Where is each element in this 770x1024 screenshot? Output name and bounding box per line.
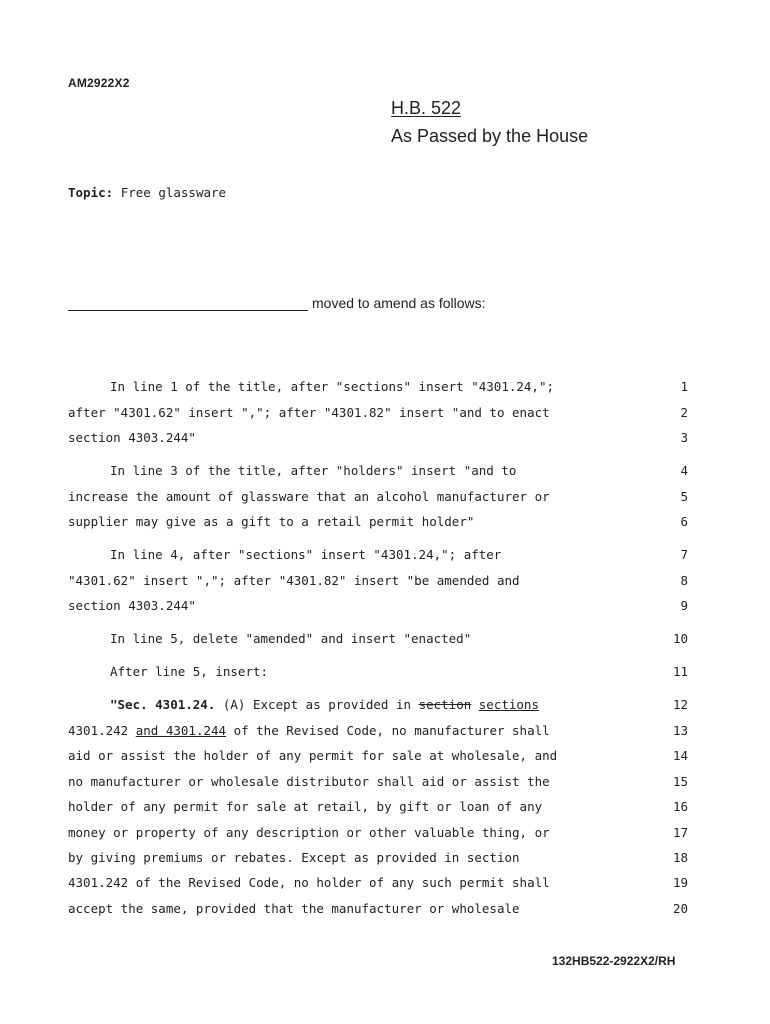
line-text: no manufacturer or wholesale distributor shall aid or assist the [68,774,550,789]
line-number: 6 [680,514,688,529]
line-text: In line 4, after "sections" insert "4301.24,"; after [110,547,502,562]
line-number: 1 [680,379,688,394]
line-text-segment: of the Revised Code, no manufacturer shall [226,723,550,738]
line-text: accept the same, provided that the manufacturer or wholesale [68,901,520,916]
line-text-segment: 4301.242 [68,723,136,738]
line-text: In line 5, delete "amended" and insert "enacted" [110,631,472,646]
topic-value: Free glassware [120,185,227,200]
line-number: 11 [672,664,688,679]
line-text: by giving premiums or rebates. Except as provided in section [68,850,520,865]
line-number: 2 [680,405,688,420]
line-text: supplier may give as a gift to a retail permit holder" [68,514,475,529]
topic-label: Topic: [68,185,114,200]
line-text [110,697,539,713]
line-text: holder of any permit for sale at retail, by gift or loan of any [68,799,543,814]
inserted-text: sections [478,697,539,712]
line-number: 15 [672,774,688,789]
line-text: "4301.62" insert ","; after "4301.82" insert "be amended and [68,573,520,588]
mover-line [68,295,486,311]
line-text: after "4301.62" insert ","; after "4301.82" insert "and to enact [68,405,550,420]
line-text: 4301.242 of the Revised Code, no holder of any such permit shall [68,875,550,890]
line-number: 12 [672,697,688,712]
line-text-segment [471,697,479,712]
line-text: After line 5, insert: [110,664,269,679]
topic-line [68,185,226,200]
line-number: 20 [672,901,688,916]
line-number: 3 [680,430,688,445]
line-number: 16 [672,799,688,814]
line-number: 17 [672,825,688,840]
line-number: 4 [680,463,688,478]
line-text: section 4303.244" [68,430,196,445]
amendment-line [68,901,688,949]
line-text: section 4303.244" [68,598,196,613]
line-text-segment: (A) Except as provided in [215,697,419,712]
line-text: money or property of any description or other valuable thing, or [68,825,550,840]
line-number: 10 [672,631,688,646]
line-number: 7 [680,547,688,562]
footer-document-id: 132HB522-2922X2/RH [552,954,676,968]
document-id: AM2922X2 [68,76,130,90]
inserted-text: and 4301.244 [135,723,227,738]
line-number: 19 [672,875,688,890]
section-heading: "Sec. 4301.24. [110,697,216,712]
line-number: 18 [672,850,688,865]
line-number: 8 [680,573,688,588]
struck-text: section [418,697,472,712]
line-text [68,723,550,739]
bill-status: As Passed by the House [391,126,589,146]
line-number: 9 [680,598,688,613]
line-text: In line 3 of the title, after "holders" insert "and to [110,463,517,478]
line-text: aid or assist the holder of any permit for sale at wholesale, and [68,748,558,763]
line-number: 5 [680,489,688,504]
bill-number: H.B. 522 [391,98,462,118]
line-text: In line 1 of the title, after "sections" insert "4301.24,"; [110,379,555,394]
line-number: 14 [672,748,688,763]
line-number: 13 [672,723,688,738]
mover-text: moved to amend as follows: [312,295,486,311]
line-text: increase the amount of glassware that an alcohol manufacturer or [68,489,550,504]
mover-name-blank [68,296,308,311]
